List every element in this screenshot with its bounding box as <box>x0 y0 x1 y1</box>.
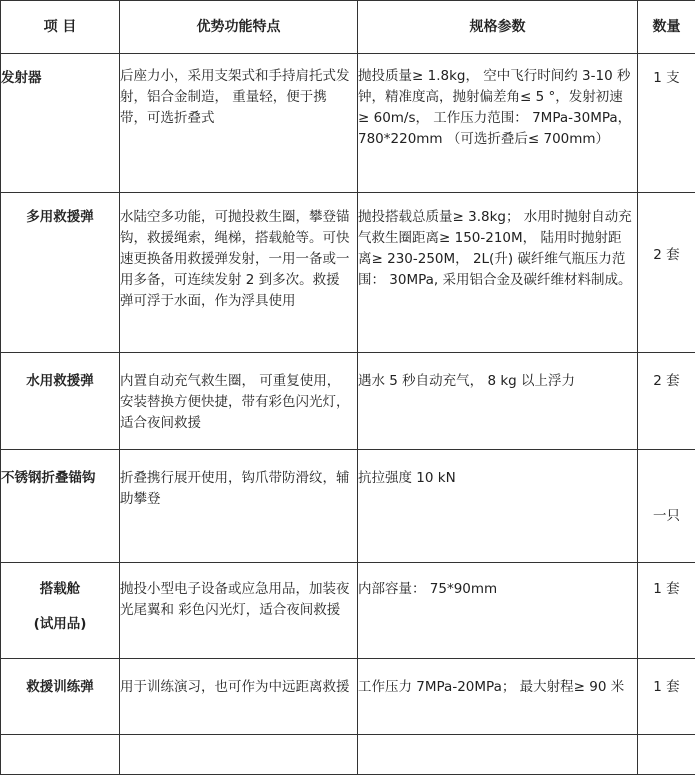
header-features: 优势功能特点 <box>120 1 358 54</box>
row-name: 多用救援弹 <box>1 193 120 353</box>
row-quantity: 1 套 <box>638 659 695 735</box>
row-name: 水用救援弹 <box>1 353 120 450</box>
table-row <box>1 193 695 353</box>
row-specs: 抛投搭载总质量≥ 3.8kg； 水用时抛射自动充气救生圈距离≥ 150-210M， 陆用时抛射距离≥ 230-250M， 2L(升) 碳纤维气瓶压力范围： 30MPa, 采用铝合金及碳纤维材料制成。 <box>358 193 638 353</box>
header-quantity: 数量 <box>638 1 695 54</box>
row-specs: 遇水 5 秒自动充气， 8 kg 以上浮力 <box>358 353 638 450</box>
row-quantity: 1 套 <box>638 563 695 659</box>
row-name: 救援训练弹 <box>1 659 120 735</box>
table-row-empty <box>1 735 695 775</box>
row-features: 用于训练演习，也可作为中远距离救援 <box>120 659 358 735</box>
row-specs: 工作压力 7MPa-20MPa； 最大射程≥ 90 米 <box>358 659 638 735</box>
row-name: 搭载舱 <box>40 581 81 597</box>
row-quantity: 2 套 <box>638 353 695 450</box>
row-quantity: 1 支 <box>638 54 695 193</box>
row-specs: 抛投质量≥ 1.8kg， 空中飞行时间约 3-10 秒钟，精准度高，抛射偏差角≤ 5 °，发射初速≥ 60m/s， 工作压力范围： 7MPa-30MPa，780*220mm （可选折叠后≤ 700mm） <box>358 54 638 193</box>
table-row <box>1 353 695 450</box>
table-row <box>1 563 695 659</box>
header-item: 项 目 <box>1 1 120 54</box>
header-specs: 规格参数 <box>358 1 638 54</box>
row-features: 水陆空多功能，可抛投救生圈，攀登锚钩，救援绳索，绳梯，搭载舱等。可快速更换备用救援弹发射，一用一备或一用多备，可连续发射 2 到多次。救援弹可浮于水面，作为浮具使用 <box>120 193 358 353</box>
row-name-cell <box>1 563 120 659</box>
row-specs: 抗拉强度 10 kN <box>358 450 638 563</box>
empty-cell <box>358 735 638 775</box>
row-features: 内置自动充气救生圈， 可重复使用，安装替换方便快捷，带有彩色闪光灯，适合夜间救援 <box>120 353 358 450</box>
empty-cell <box>120 735 358 775</box>
row-specs: 内部容量： 75*90mm <box>358 563 638 659</box>
table-row <box>1 659 695 735</box>
row-name: 不锈钢折叠锚钩 <box>1 450 120 563</box>
row-name-sub: (试用品) <box>1 614 119 635</box>
row-features: 折叠携行展开使用，钩爪带防滑纹，辅助攀登 <box>120 450 358 563</box>
row-quantity: 2 套 <box>638 193 695 353</box>
empty-cell <box>1 735 120 775</box>
row-features: 抛投小型电子设备或应急用品，加装夜光尾翼和 彩色闪光灯，适合夜间救援 <box>120 563 358 659</box>
table-row <box>1 450 695 563</box>
row-features: 后座力小，采用支架式和手持肩托式发射，铝合金制造， 重量轻，便于携带，可选折叠式 <box>120 54 358 193</box>
row-name: 发射器 <box>1 54 120 193</box>
row-quantity: 一只 <box>638 450 695 563</box>
empty-cell <box>638 735 695 775</box>
table-row <box>1 54 695 193</box>
table-header-row <box>1 1 695 54</box>
